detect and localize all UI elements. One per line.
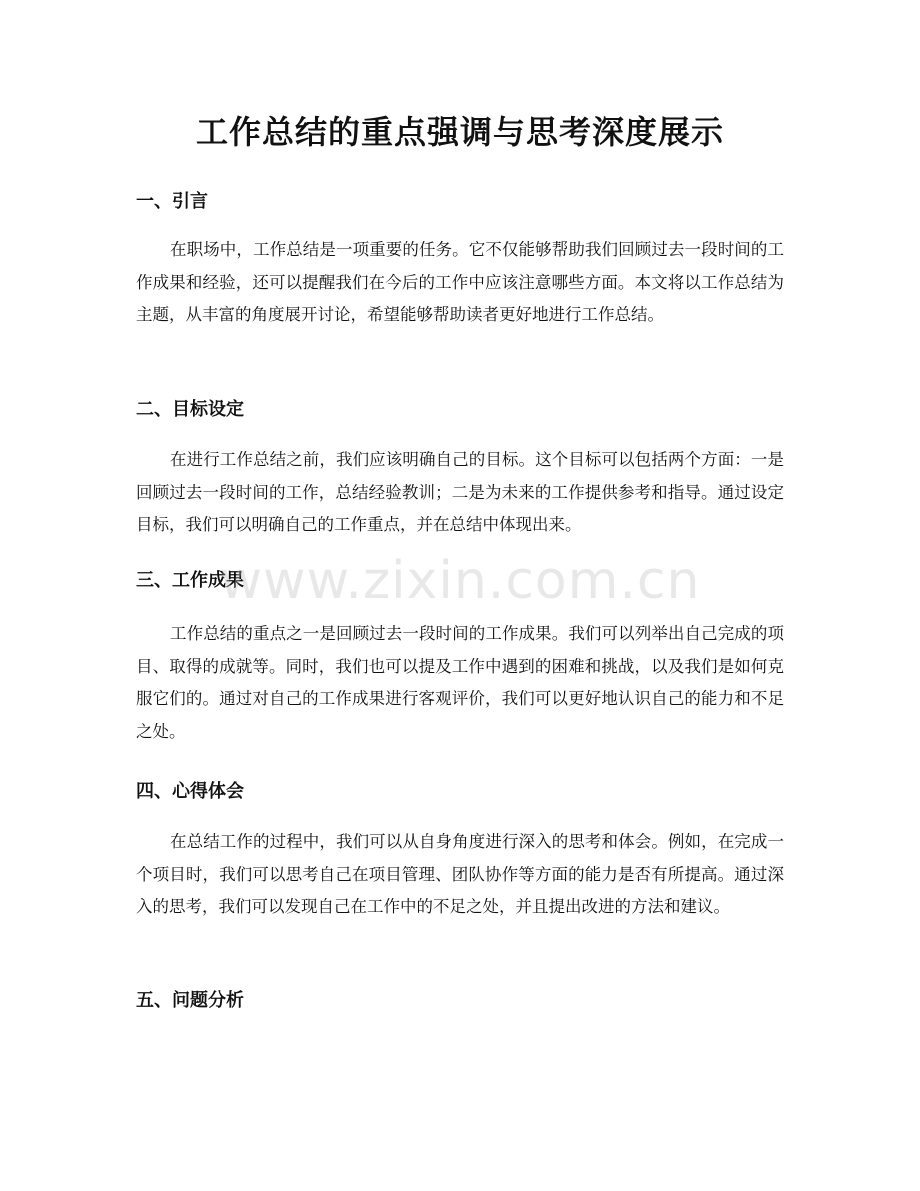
section-heading-introduction: 一、引言: [136, 191, 208, 212]
section-heading-goal-setting: 二、目标设定: [136, 399, 244, 420]
section-paragraph-goal-setting: 在进行工作总结之前，我们应该明确自己的目标。这个目标可以包括两个方面：一是回顾过去一段时间的工作，总结经验教训；二是为未来的工作提供参考和指导。通过设定目标，我们可以明确自己的工作重点，并在总结中体现出来。: [136, 450, 784, 534]
section-paragraph-work-results: 工作总结的重点之一是回顾过去一段时间的工作成果。我们可以列举出自己完成的项目、取得的成就等。同时，我们也可以提及工作中遇到的困难和挑战，以及我们是如何克服它们的。通过对自己的工作成果进行客观评价，我们可以更好地认识自己的能力和不足之处。: [136, 624, 784, 741]
section-heading-reflections: 四、心得体会: [136, 781, 244, 802]
section-paragraph-reflections: 在总结工作的过程中，我们可以从自身角度进行深入的思考和体会。例如，在完成一个项目时，我们可以思考自己在项目管理、团队协作等方面的能力是否有所提高。通过深入的思考，我们可以发现自己在工作中的不足之处，并且提出改进的方法和建议。: [136, 832, 784, 916]
section-heading-problem-analysis: 五、问题分析: [136, 990, 244, 1011]
watermark: www.zixin.com.cn: [219, 551, 701, 611]
section-heading-work-results: 三、工作成果: [136, 570, 244, 591]
section-paragraph-introduction: 在职场中，工作总结是一项重要的任务。它不仅能够帮助我们回顾过去一段时间的工作成果和经验，还可以提醒我们在今后的工作中应该注意哪些方面。本文将以工作总结为主题，从丰富的角度展开讨论，希望能够帮助读者更好地进行工作总结。: [136, 240, 784, 324]
document-title: 工作总结的重点强调与思考深度展示: [195, 113, 724, 151]
